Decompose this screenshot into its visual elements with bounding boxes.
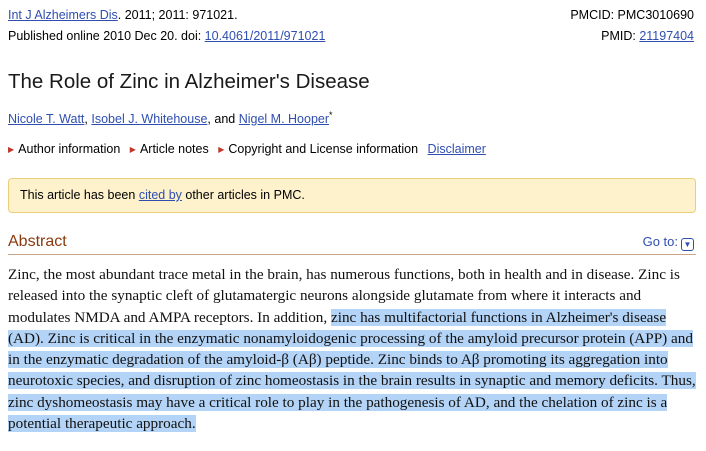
journal-issue: . 2011; 2011: 971021.	[117, 8, 238, 22]
author-separator: , and	[207, 112, 239, 127]
author-list	[8, 107, 333, 127]
cited-by-notice	[8, 178, 696, 213]
abstract-text-plain: Zinc, the most abundant trace metal in the brain, has numerous functions, both in health and in disease. Zinc is released into the synaptic cleft of glutamatergic neurons alongside glutamate from where it interacts and modulates NMDA and AMPA receptors. In addition,	[8, 266, 680, 326]
cited-suffix: other articles in PMC.	[181, 188, 305, 202]
abstract-heading: Abstract	[8, 233, 67, 250]
disclaimer-link[interactable]: Disclaimer	[427, 142, 486, 156]
article-title: The Role of Zinc in Alzheimer's Disease	[8, 70, 370, 93]
article-notes-label: Article notes	[139, 142, 209, 156]
goto-menu[interactable]	[643, 234, 694, 251]
abstract-body	[8, 264, 698, 434]
goto-label: Go to:	[642, 234, 678, 249]
doi-link[interactable]: 10.4061/2011/971021	[204, 29, 326, 43]
cited-prefix: This article has been	[20, 188, 139, 202]
publication-row	[8, 28, 694, 44]
corresponding-author-mark: *	[329, 110, 333, 120]
chevron-down-icon: ▼	[681, 238, 694, 251]
article-info-links	[8, 141, 486, 158]
abstract-section-header	[8, 232, 696, 255]
author-information-toggle[interactable]	[8, 142, 120, 156]
pmcid: PMCID: PMC3010690	[570, 8, 694, 22]
triangle-right-icon: ▶	[8, 145, 15, 154]
citation-row	[8, 7, 694, 23]
author-link-hooper[interactable]: Nigel M. Hooper	[238, 112, 330, 127]
author-link-whitehouse[interactable]: Isobel J. Whitehouse	[91, 112, 208, 127]
triangle-right-icon: ▶	[218, 145, 225, 154]
abstract-text-selected: zinc has multifactorial functions in Alzheimer's disease (AD). Zinc is critical in the enzymatic nonamyloidogenic processing of the amyloid precursor protein (APP) and in the enzymatic degradation of the amyloid-β (Aβ) peptide. Zinc binds to Aβ promoting its aggregation into neurotoxic species, and disruption of zinc homeostasis in the brain results in synaptic and memory deficits. Thus, zinc dyshomeostasis may have a critical role to play in the pathogenesis of AD, and the chelation of zinc is a potential therapeutic approach.	[8, 308, 696, 433]
published-date: Published online 2010 Dec 20. doi:	[8, 29, 205, 43]
author-separator: ,	[84, 112, 92, 127]
article-notes-toggle[interactable]	[130, 142, 209, 156]
pmid-link[interactable]: 21197404	[639, 29, 694, 43]
journal-link[interactable]: Int J Alzheimers Dis	[8, 8, 118, 22]
author-link-watt[interactable]: Nicole T. Watt	[8, 112, 85, 127]
author-information-label: Author information	[18, 142, 121, 156]
pmid	[601, 28, 694, 44]
cited-by-link[interactable]: cited by	[138, 188, 182, 202]
copyright-toggle[interactable]	[218, 142, 418, 156]
copyright-label: Copyright and License information	[228, 142, 419, 156]
pmid-label: PMID:	[601, 29, 640, 43]
triangle-right-icon: ▶	[129, 145, 136, 154]
